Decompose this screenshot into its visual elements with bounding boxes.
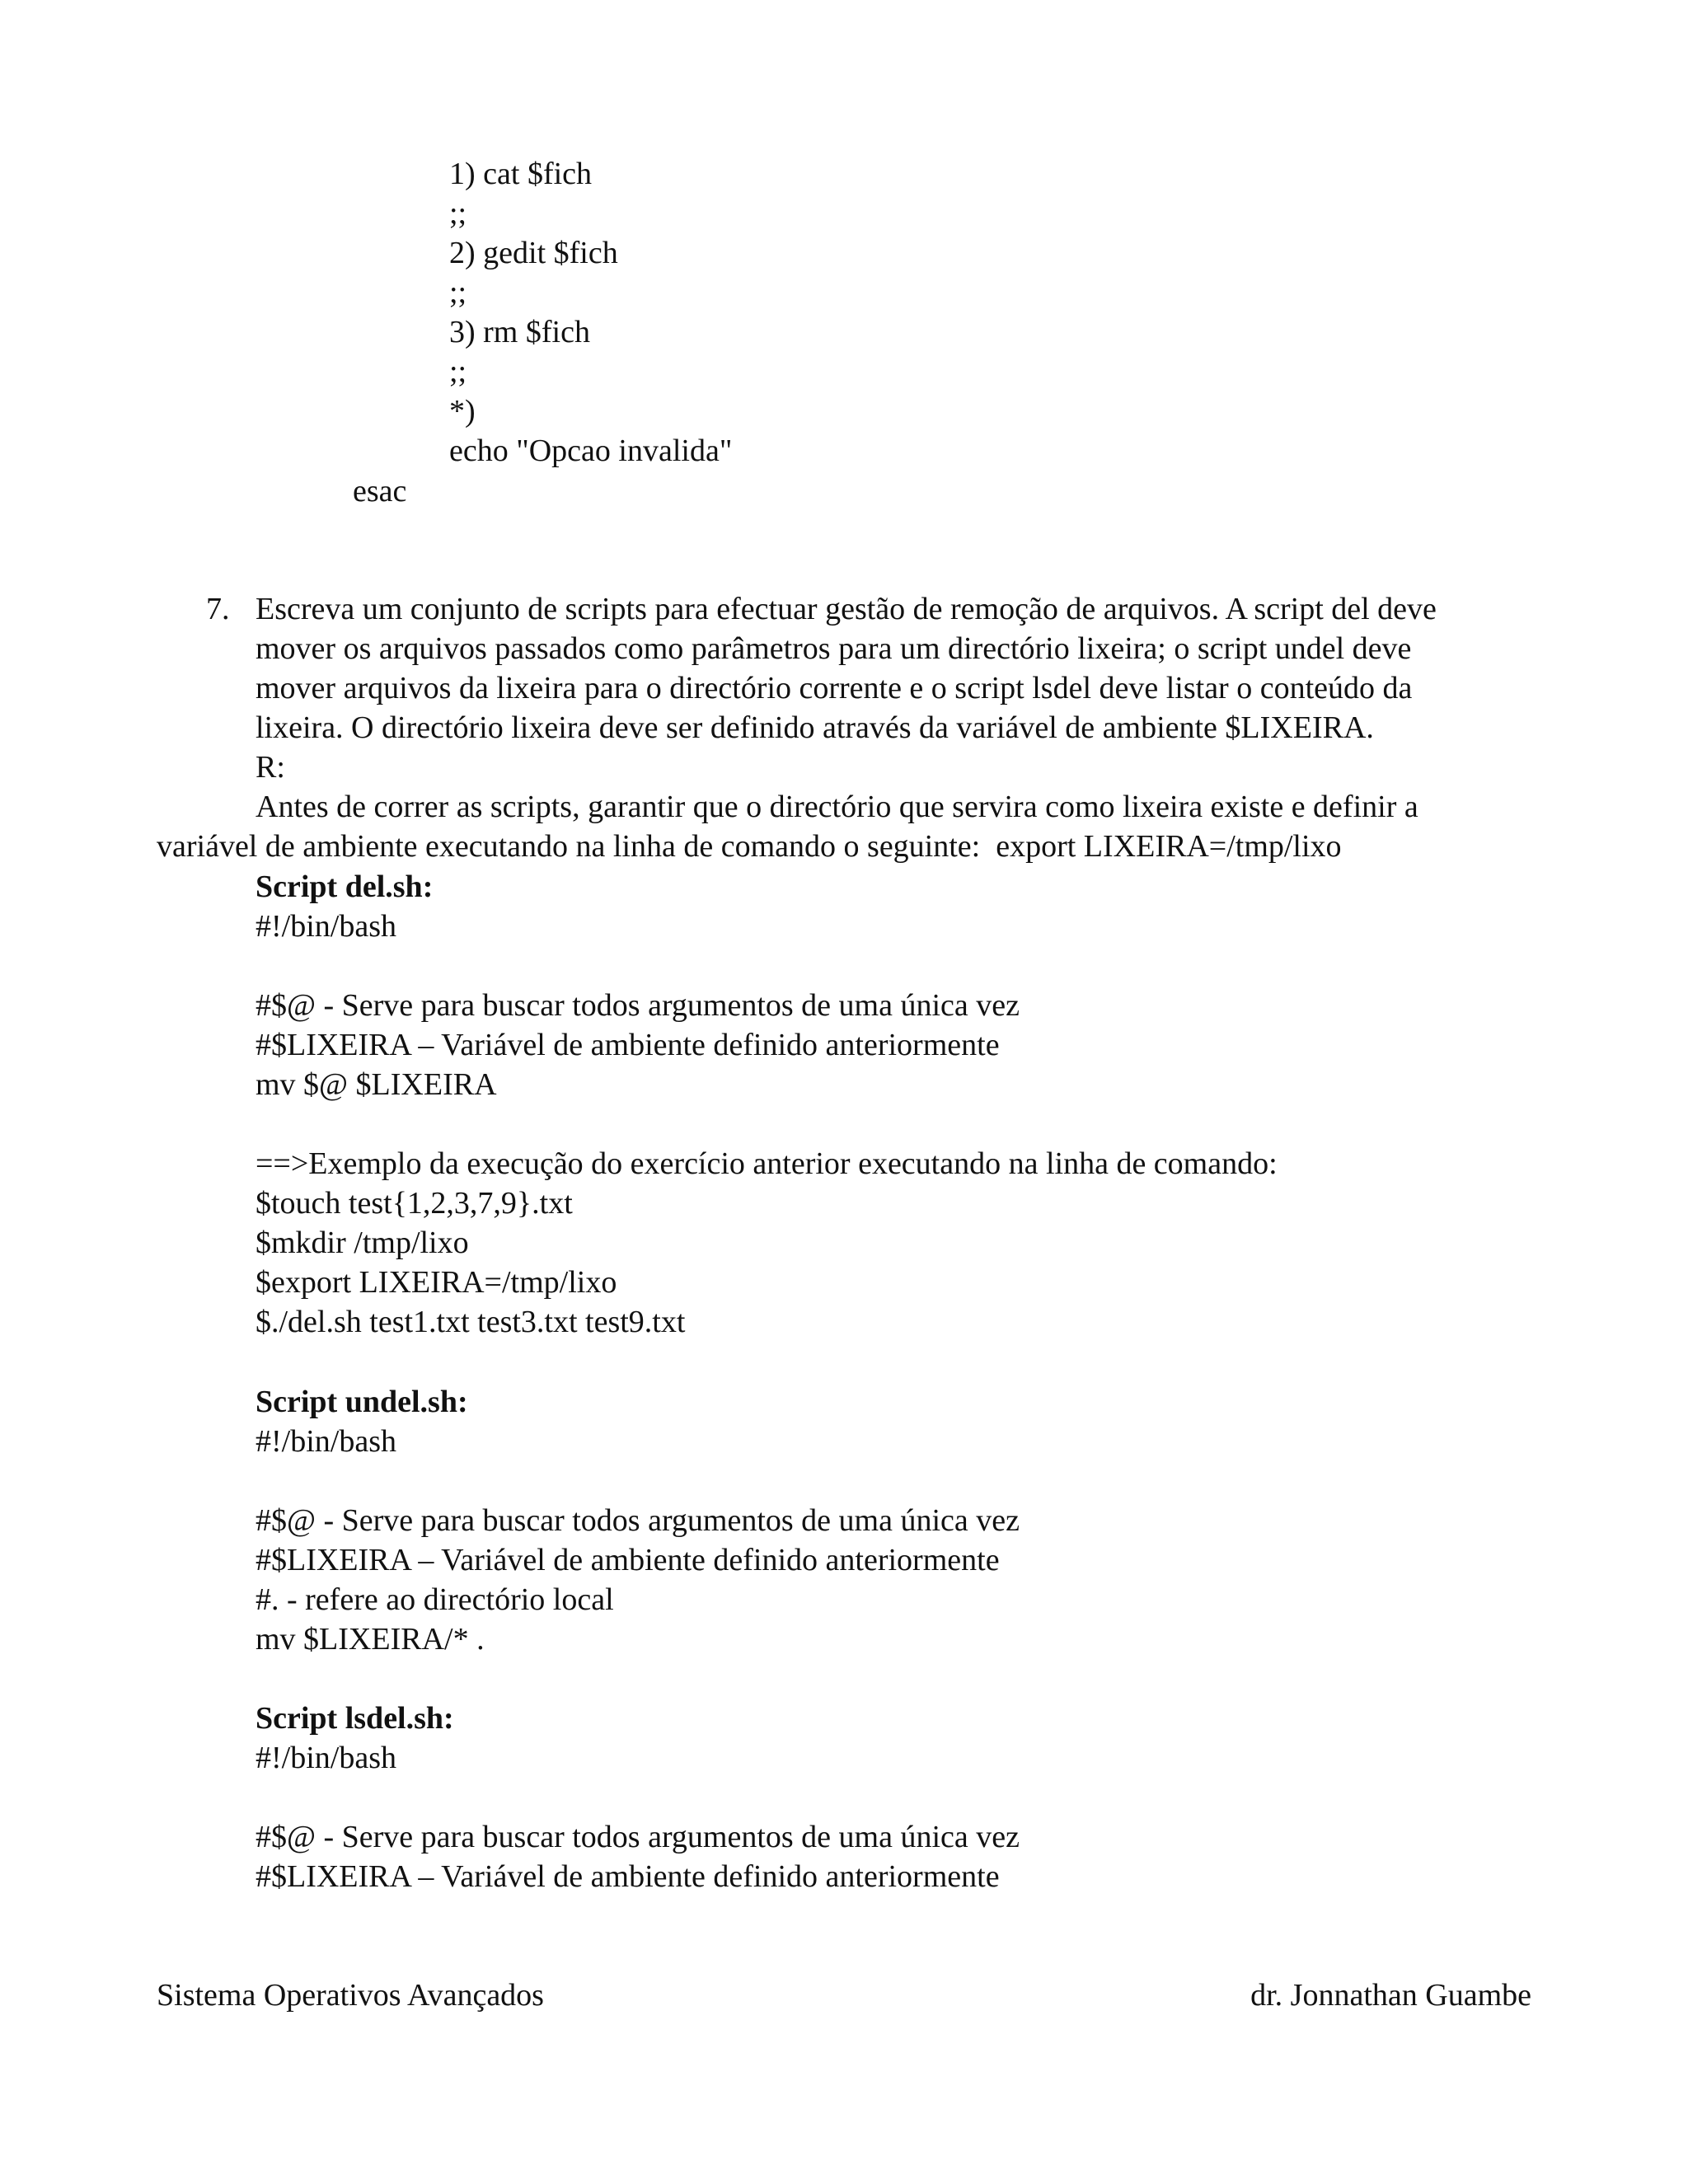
undel-script-title: Script undel.sh: xyxy=(256,1385,468,1419)
esac-line: esac xyxy=(353,474,407,509)
del-shebang: #!/bin/bash xyxy=(256,909,396,944)
undel-shebang: #!/bin/bash xyxy=(256,1424,396,1459)
example-line-4: $./del.sh test1.txt test3.txt test9.txt xyxy=(256,1305,686,1339)
question-line-4: lixeira. O directório lixeira deve ser definido através da variável de ambiente $LIXEIRA. xyxy=(256,710,1374,745)
question-line-1: Escreva um conjunto de scripts para efectuar gestão de remoção de arquivos. A script del deve xyxy=(256,592,1437,626)
case-line-6: ;; xyxy=(449,354,467,389)
case-line-4: ;; xyxy=(449,275,467,310)
lsdel-comment-1: #$@ - Serve para buscar todos argumentos de uma única vez xyxy=(256,1820,1020,1854)
question-line-3: mover arquivos da lixeira para o directório corrente e o script lsdel deve listar o conteúdo da xyxy=(256,671,1413,705)
question-number: 7. xyxy=(206,592,230,626)
case-line-2: ;; xyxy=(449,196,467,231)
del-command: mv $@ $LIXEIRA xyxy=(256,1067,497,1102)
footer-course: Sistema Operativos Avançados xyxy=(157,1978,544,2013)
intro-line-1: Antes de correr as scripts, garantir que o directório que servira como lixeira existe e definir a xyxy=(256,790,1418,824)
intro-line-2: variável de ambiente executando na linha de comando o seguinte: export LIXEIRA=/tmp/lixo xyxy=(157,829,1342,864)
lsdel-shebang: #!/bin/bash xyxy=(256,1741,396,1775)
del-comment-1: #$@ - Serve para buscar todos argumentos de uma única vez xyxy=(256,988,1020,1023)
lsdel-comment-2: #$LIXEIRA – Variável de ambiente definido anteriormente xyxy=(256,1859,1000,1894)
undel-command: mv $LIXEIRA/* . xyxy=(256,1622,485,1657)
example-line-2: $mkdir /tmp/lixo xyxy=(256,1226,469,1260)
case-line-8: echo "Opcao invalida" xyxy=(449,434,733,468)
answer-label: R: xyxy=(256,750,285,785)
del-script-title: Script del.sh: xyxy=(256,869,434,904)
case-line-3: 2) gedit $fich xyxy=(449,236,618,270)
undel-comment-2: #$LIXEIRA – Variável de ambiente definido anteriormente xyxy=(256,1543,1000,1577)
lsdel-script-title: Script lsdel.sh: xyxy=(256,1701,454,1736)
undel-comment-1: #$@ - Serve para buscar todos argumentos de uma única vez xyxy=(256,1503,1020,1538)
case-line-5: 3) rm $fich xyxy=(449,315,590,349)
question-line-2: mover os arquivos passados como parâmetros para um directório lixeira; o script undel deve xyxy=(256,631,1412,666)
case-line-1: 1) cat $fich xyxy=(449,157,593,191)
example-line-3: $export LIXEIRA=/tmp/lixo xyxy=(256,1265,617,1300)
footer-author: dr. Jonnathan Guambe xyxy=(1250,1978,1531,2013)
undel-comment-3: #. - refere ao directório local xyxy=(256,1582,614,1617)
del-comment-2: #$LIXEIRA – Variável de ambiente definido anteriormente xyxy=(256,1028,1000,1062)
example-title: ==>Exemplo da execução do exercício anterior executando na linha de comando: xyxy=(256,1146,1278,1181)
case-line-7: *) xyxy=(449,394,476,429)
example-line-1: $touch test{1,2,3,7,9}.txt xyxy=(256,1186,573,1221)
